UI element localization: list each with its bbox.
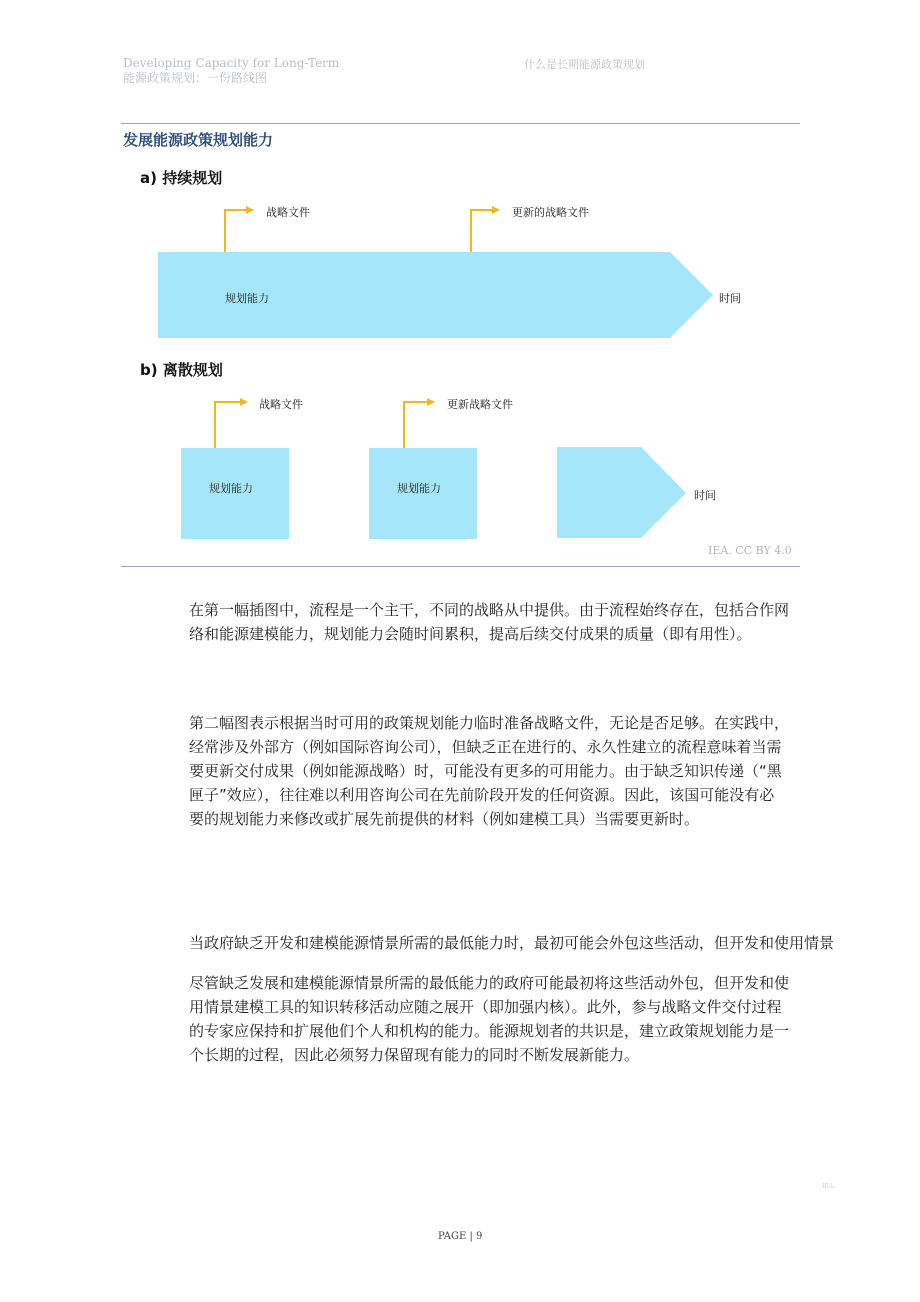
label-strategy-doc-a1: 战略文件 — [266, 206, 310, 219]
paragraph-1: 在第一幅插图中，流程是一个主干，不同的战略从中提供。由于流程始终存在，包括合作网络和能源建模能力，规划能力会随时间累积，提高后续交付成果的质量（即有用性）。 — [189, 601, 790, 643]
running-header-right: 什么是长期能源政策规划 — [524, 58, 645, 71]
figure-credit: IEA. CC BY 4.0 — [708, 544, 792, 557]
strategy-doc-arrow-2 — [471, 210, 498, 252]
figure-title: 发展能源政策规划能力 — [123, 131, 274, 149]
panel-b-label: b) 离散规划 — [140, 361, 223, 379]
header-title-en: Developing Capacity for Long-Term — [123, 56, 340, 70]
label-time-a: 时间 — [719, 292, 741, 305]
label-time-b: 时间 — [694, 489, 716, 502]
paragraph-3-overflow: 当政府缺乏开发和建模能源情景所需的最低能力时，最初可能会外包这些活动，但开发和使用情景 — [189, 934, 835, 952]
label-capacity-b1: 规划能力 — [209, 482, 253, 495]
header-title-zh: 能源政策规划：一份路线图 — [123, 71, 268, 85]
strategy-doc-arrow-4 — [404, 402, 433, 448]
paragraph-4: 尽管缺乏发展和建模能源情景所需的最低能力的政府可能最初将这些活动外包，但开发和使用情景建模工具的知识转移活动应随之展开（即加强内核）。此外，参与战略文件交付过程的专家应保持和扩展他们个人和机构的能力。能源规划者的共识是，建立政策规划能力是一个长期的过程，因此必须努力保留现有能力的同时不断发展新能力。 — [189, 974, 790, 1064]
panel-a-label: a) 持续规划 — [140, 169, 223, 187]
paragraph-2: 第二幅图表示根据当时可用的政策规划能力临时准备战略文件，无论是否足够。在实践中，经常涉及外部方（例如国际咨询公司），但缺乏正在进行的、永久性建立的流程意味着当需要更新交付成果（例如能源战略）时，可能没有更多的可用能力。由于缺乏知识传递（“黑匣子”效应），往往难以利用咨询公司在先前阶段开发的任何资源。因此，该国可能没有必要的规划能力来修改或扩展先前提供的材料（例如建模工具）当需要更新时。 — [189, 714, 790, 828]
strategy-doc-arrow-1 — [225, 210, 252, 252]
strategy-doc-arrow-3 — [215, 402, 246, 448]
label-strategy-doc-b1: 战略文件 — [259, 398, 303, 411]
label-strategy-doc-b2: 更新战略文件 — [447, 398, 513, 411]
label-strategy-doc-a2: 更新的战略文件 — [512, 206, 589, 219]
iea-watermark: IEA. — [822, 1183, 835, 1190]
discrete-time-arrow — [557, 447, 686, 538]
label-capacity-b2: 规划能力 — [397, 482, 441, 495]
figure-bottom-rule — [121, 566, 800, 567]
page-number: PAGE | 9 — [438, 1231, 483, 1242]
label-capacity-a: 规划能力 — [225, 292, 269, 305]
